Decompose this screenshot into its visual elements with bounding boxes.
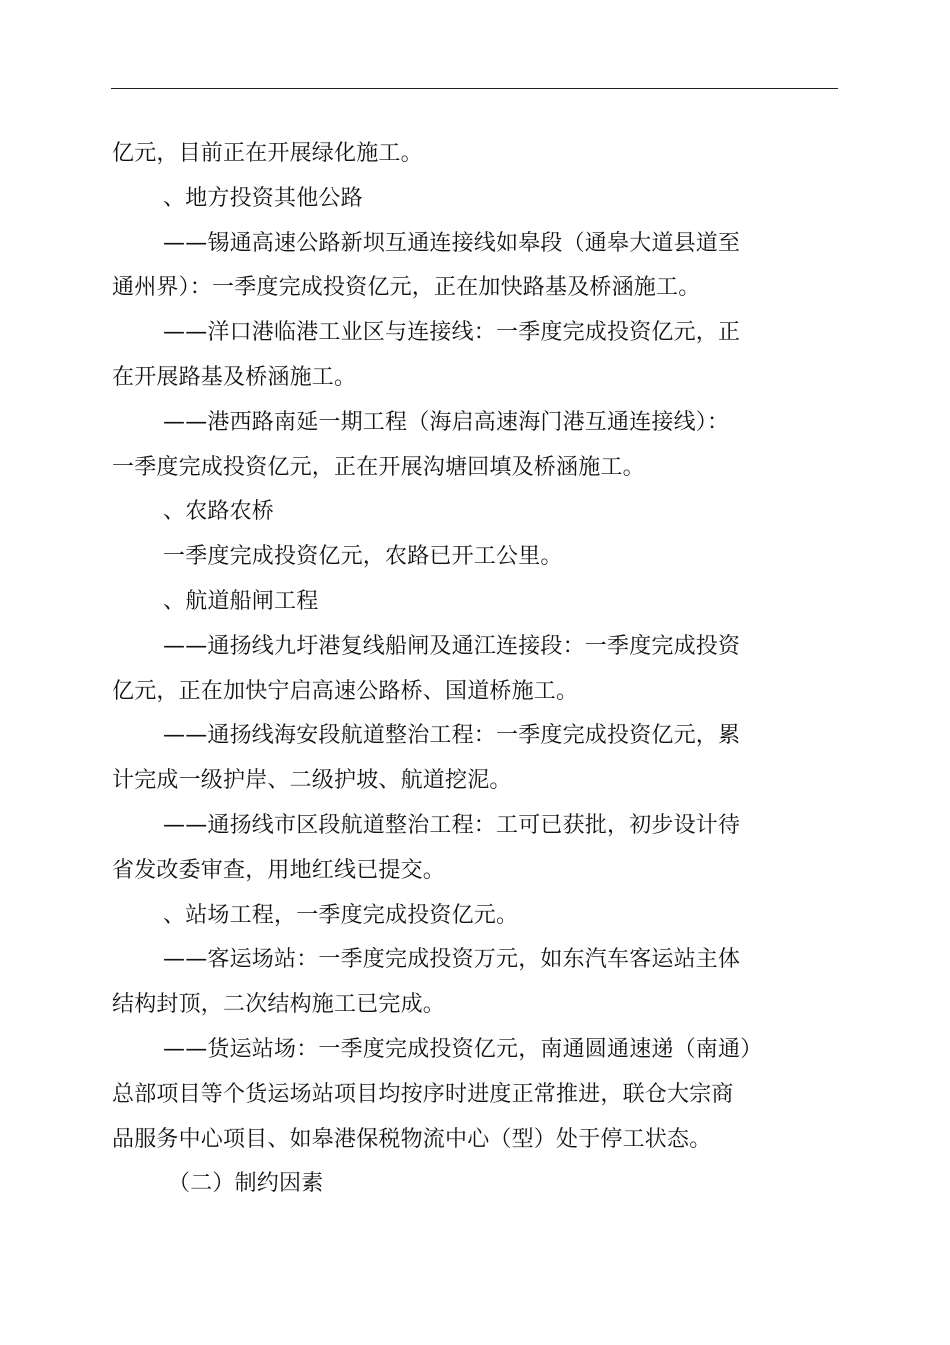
text-line: 计完成一级护岸、二级护坡、航道挖泥。 [112,768,512,794]
text-line: ——港西路南延一期工程（海启高速海门港互通连接线）： [163,409,730,435]
text-line: 品服务中心项目、如皋港保税物流中心（型）处于停工状态。 [112,1126,712,1152]
subsection-heading: （二）制约因素 [168,1171,324,1197]
section-heading: 、地方投资其他公路 [163,185,363,211]
document-body [112,132,772,1207]
text-line: ——通扬线市区段航道整治工程：工可已获批，初步设计待 [163,812,741,838]
text-line: ——货运站场：一季度完成投资亿元，南通圆通速递（南通） [163,1036,763,1062]
text-line: 一季度完成投资亿元，农路已开工公里。 [163,544,563,570]
text-line: ——客运场站：一季度完成投资万元，如东汽车客运站主体 [163,947,741,973]
text-line: ——洋口港临港工业区与连接线：一季度完成投资亿元，正 [163,320,741,346]
text-line: 一季度完成投资亿元，正在开展沟塘回填及桥涵施工。 [112,454,645,480]
text-line: 总部项目等个货运场站项目均按序时进度正常推进，联仓大宗商 [112,1081,734,1107]
text-line: 通州界）：一季度完成投资亿元，正在加快路基及桥涵施工。 [112,275,701,301]
text-line: 在开展路基及桥涵施工。 [112,364,357,390]
text-line: 省发改委审查，用地红线已提交。 [112,857,446,883]
text-line: ——通扬线九圩港复线船闸及通江连接段：一季度完成投资 [163,633,741,659]
text-line: ——锡通高速公路新坝互通连接线如皋段（通皋大道县道至 [163,230,741,256]
text-line: 亿元，目前正在开展绿化施工。 [112,141,423,166]
section-heading: 、农路农桥 [163,499,275,525]
text-line: 结构封顶，二次结构施工已完成。 [112,992,446,1018]
section-heading: 、航道船闸工程 [163,588,319,614]
text-line: 亿元，正在加快宁启高速公路桥、国道桥施工。 [112,678,579,704]
section-heading: 、站场工程，一季度完成投资亿元。 [163,902,519,928]
text-line: ——通扬线海安段航道整治工程：一季度完成投资亿元，累 [163,723,741,749]
header-rule [111,88,838,89]
